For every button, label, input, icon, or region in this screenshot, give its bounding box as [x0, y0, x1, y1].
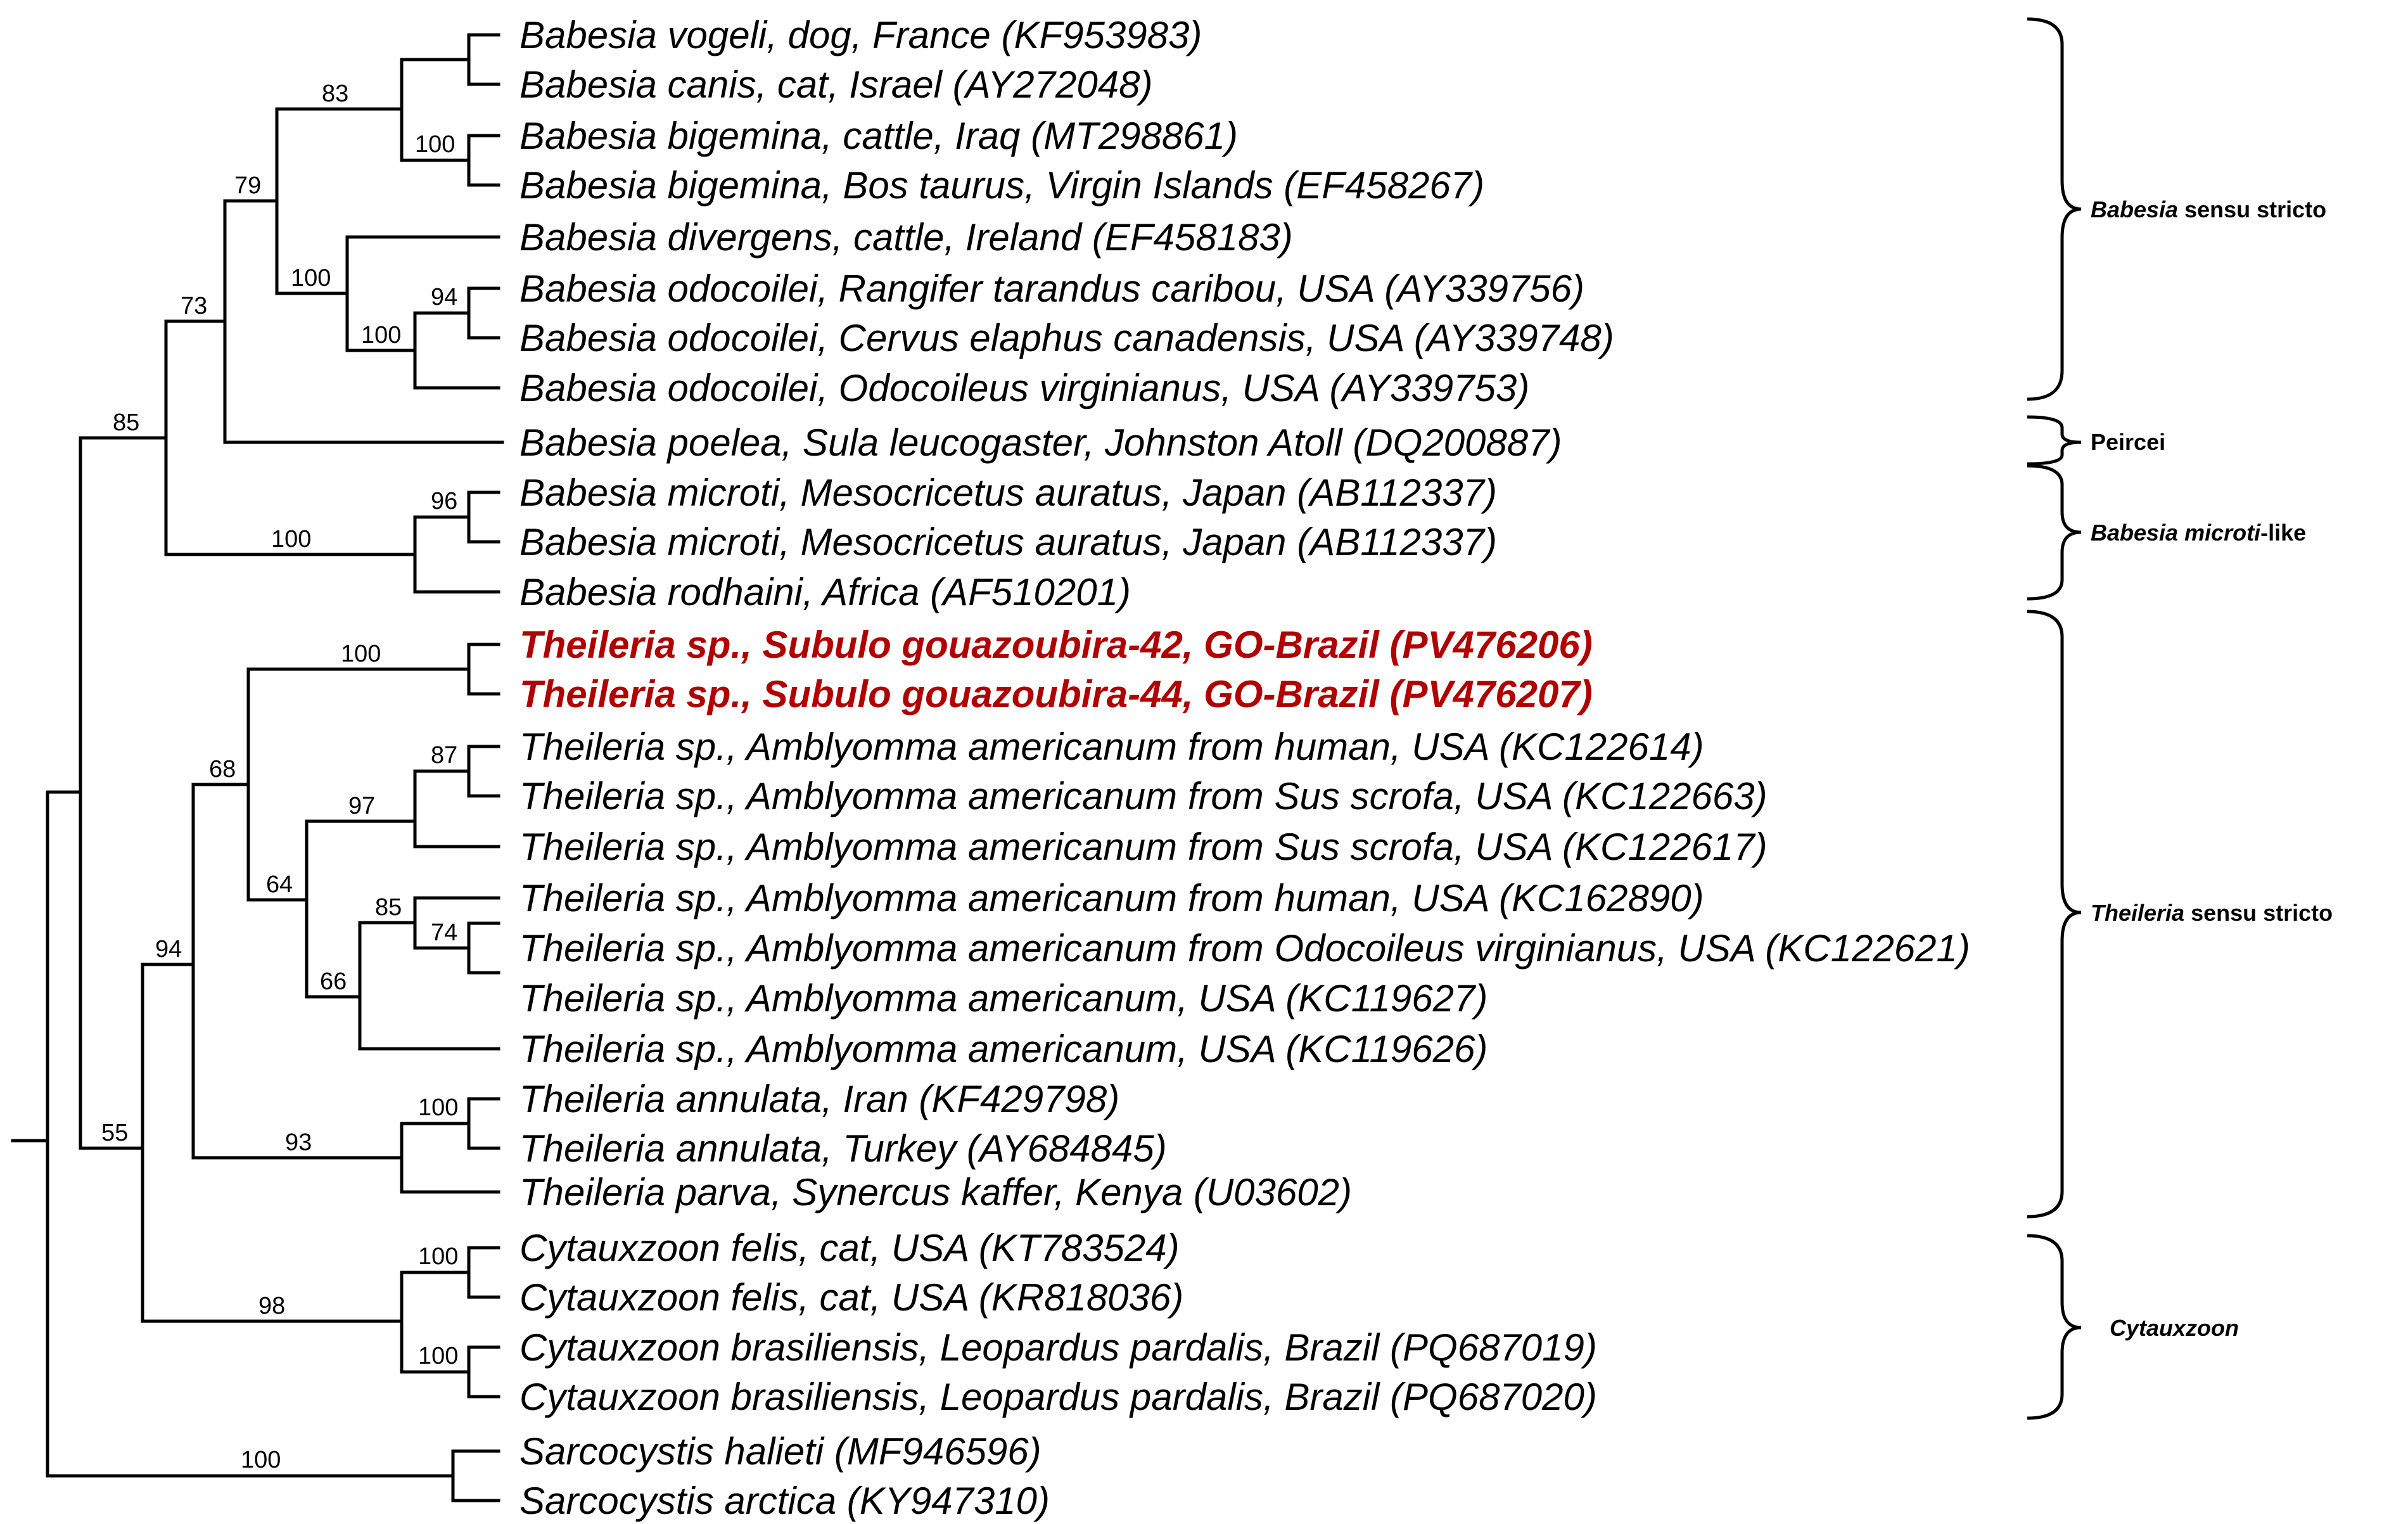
- brace-babesia-microti-like: [2027, 466, 2081, 599]
- taxon-label: Theileria sp., Amblyomma americanum, USA (KC119627): [519, 977, 1488, 1020]
- taxon-label: Babesia bigemina, cattle, Iraq (MT298861): [519, 115, 1238, 157]
- taxon-label: Sarcocystis arctica (KY947310): [519, 1480, 1050, 1522]
- taxon-label: Babesia divergens, cattle, Ireland (EF458183): [519, 216, 1293, 259]
- brace-theileria-sensu-stricto: [2027, 612, 2081, 1217]
- support-label: 100: [241, 1447, 281, 1473]
- clade-label-babesia-sensu-stricto: Babesia sensu stricto: [2091, 196, 2327, 222]
- support-label: 87: [431, 742, 458, 769]
- clade-braces: [2027, 19, 2081, 1418]
- taxon-label: Babesia canis, cat, Israel (AY272048): [519, 63, 1153, 106]
- support-label: 100: [418, 1243, 459, 1270]
- taxon-label: Theileria sp., Amblyomma americanum, USA (KC119626): [519, 1028, 1488, 1070]
- support-label: 85: [375, 894, 402, 921]
- support-label: 79: [234, 172, 262, 199]
- taxon-label: Theileria sp., Amblyomma americanum from Odocoileus virginianus, USA (KC122621): [519, 927, 1970, 970]
- taxon-label: Babesia odocoilei, Rangifer tarandus caribou, USA (AY339756): [519, 267, 1584, 310]
- support-label: 85: [113, 409, 140, 436]
- brace-peircei: [2027, 417, 2081, 464]
- taxon-label: Babesia odocoilei, Odocoileus virginianus, USA (AY339753): [519, 367, 1530, 409]
- taxon-label: Theileria sp., Amblyomma americanum from Sus scrofa, USA (KC122663): [519, 775, 1768, 817]
- taxon-label: Babesia microti, Mesocricetus auratus, Japan (AB112337): [519, 471, 1497, 514]
- taxon-label: Theileria parva, Synercus kaffer, Kenya (U03602): [519, 1171, 1352, 1213]
- clade-label-peircei: Peircei: [2091, 429, 2166, 455]
- taxon-label: Theileria sp., Amblyomma americanum from Sus scrofa, USA (KC122617): [519, 826, 1768, 868]
- support-label: 68: [209, 756, 236, 783]
- support-label: 93: [285, 1129, 312, 1156]
- support-label: 96: [431, 488, 458, 515]
- support-label: 55: [101, 1120, 129, 1146]
- tree-branches: [13, 35, 502, 1501]
- support-label: 100: [341, 641, 381, 667]
- support-label: 94: [431, 284, 458, 311]
- brace-cytauxzoon: [2027, 1236, 2081, 1418]
- taxon-label: Theileria sp., Amblyomma americanum from human, USA (KC122614): [519, 726, 1704, 768]
- taxon-label: Theileria sp., Amblyomma americanum from human, USA (KC162890): [519, 877, 1704, 919]
- support-label: 83: [322, 80, 349, 107]
- support-label: 64: [266, 871, 293, 898]
- taxon-label: Babesia bigemina, Bos taurus, Virgin Islands (EF458267): [519, 164, 1485, 207]
- clade-label-babesia-microti-like: Babesia microti-like: [2091, 520, 2307, 546]
- taxon-label: Cytauxzoon felis, cat, USA (KR818036): [519, 1276, 1184, 1319]
- support-label: 97: [348, 793, 376, 819]
- support-label: 66: [320, 968, 347, 995]
- support-label: 98: [258, 1293, 286, 1319]
- support-label: 100: [361, 322, 402, 349]
- clade-labels: [2091, 196, 2333, 1341]
- support-label: 100: [291, 265, 331, 291]
- support-label: 100: [271, 526, 312, 553]
- taxon-label: Theileria annulata, Iran (KF429798): [519, 1078, 1120, 1120]
- clade-label-cytauxzoon: Cytauxzoon: [2110, 1315, 2239, 1341]
- taxon-label: Sarcocystis halieti (MF946596): [519, 1430, 1042, 1473]
- support-label: 94: [155, 936, 182, 963]
- taxon-label: Cytauxzoon felis, cat, USA (KT783524): [519, 1227, 1180, 1269]
- support-label: 100: [418, 1094, 459, 1121]
- support-label: 73: [181, 293, 208, 319]
- taxon-label: Theileria annulata, Turkey (AY684845): [519, 1127, 1167, 1170]
- taxon-label-highlighted: Theileria sp., Subulo gouazoubira-42, GO-Brazil (PV476206): [519, 624, 1593, 666]
- taxon-label: Cytauxzoon brasiliensis, Leopardus pardalis, Brazil (PQ687019): [519, 1326, 1597, 1369]
- support-label: 100: [418, 1343, 459, 1369]
- taxon-label: Babesia vogeli, dog, France (KF953983): [519, 14, 1202, 56]
- taxon-label: Babesia odocoilei, Cervus elaphus canadensis, USA (AY339748): [519, 317, 1614, 359]
- support-values: [101, 80, 458, 1473]
- clade-label-theileria-sensu-stricto: Theileria sensu stricto: [2091, 900, 2333, 926]
- support-label: 100: [415, 131, 455, 158]
- taxon-label: Cytauxzoon brasiliensis, Leopardus pardalis, Brazil (PQ687020): [519, 1376, 1597, 1418]
- brace-babesia-sensu-stricto: [2027, 19, 2081, 399]
- taxon-label: Babesia poelea, Sula leucogaster, Johnston Atoll (DQ200887): [519, 421, 1562, 464]
- taxon-labels: [519, 14, 1970, 1522]
- support-label: 74: [431, 919, 458, 946]
- taxon-label-highlighted: Theileria sp., Subulo gouazoubira-44, GO-Brazil (PV476207): [519, 673, 1593, 715]
- taxon-label: Babesia microti, Mesocricetus auratus, Japan (AB112337): [519, 521, 1497, 563]
- taxon-label: Babesia rodhaini, Africa (AF510201): [519, 571, 1131, 613]
